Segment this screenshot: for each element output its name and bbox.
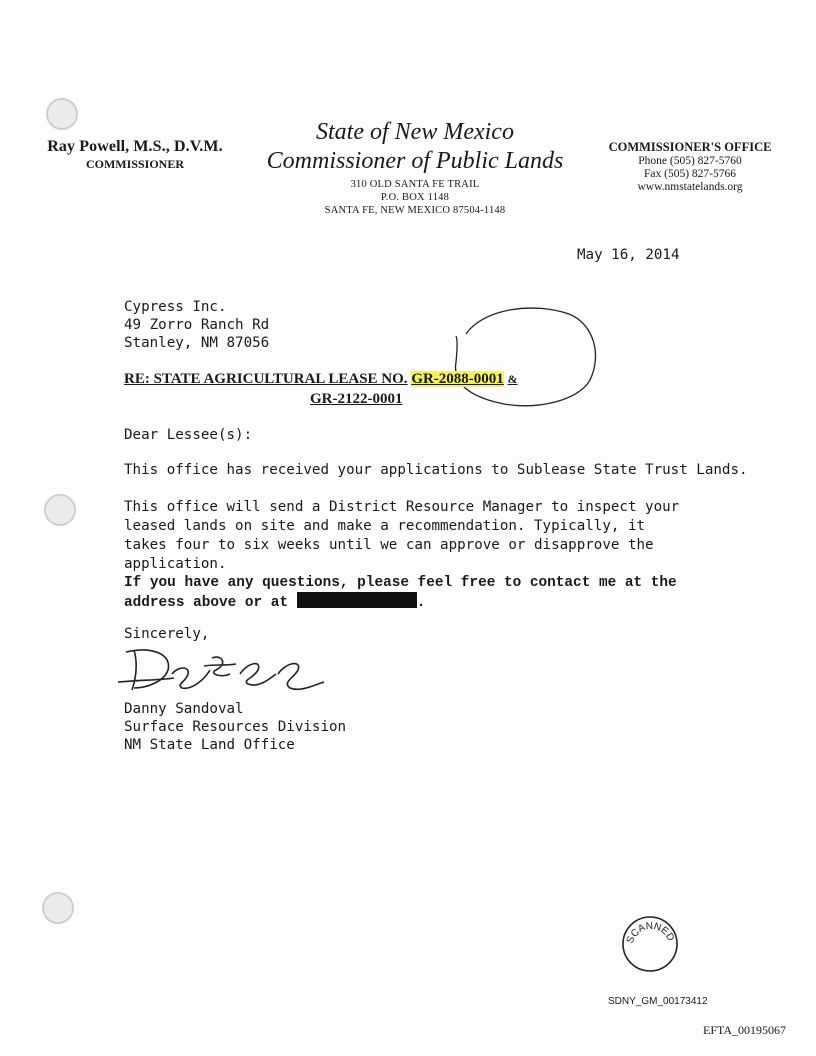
signer-name: Danny Sandoval xyxy=(124,701,244,717)
redaction-box xyxy=(297,592,417,608)
recipient-line-1: Cypress Inc. xyxy=(124,299,227,315)
address-line-3: SANTA FE, NEW MEXICO 87504-1148 xyxy=(324,205,506,216)
re-line xyxy=(124,371,518,388)
recipient-line-2: 49 Zorro Ranch Rd xyxy=(124,317,270,333)
re-prefix: RE: STATE AGRICULTURAL LEASE NO. xyxy=(124,371,408,387)
recipient-address xyxy=(124,298,269,352)
lease-number-1: GR-2088-0001 xyxy=(411,371,504,387)
re-ampersand: & xyxy=(507,372,518,386)
paragraph-1: This office has received your applications to Sublease State Trust Lands. xyxy=(124,462,748,478)
scanned-stamp xyxy=(620,914,680,974)
website: www.nmstatelands.org xyxy=(637,181,743,193)
salutation: Dear Lessee(s): xyxy=(124,427,253,443)
punch-hole-top xyxy=(46,98,78,130)
closing: Sincerely, xyxy=(124,626,210,642)
phone: Phone (505) 827-5760 xyxy=(638,155,742,167)
commissioner-name: Ray Powell, M.S., D.V.M. xyxy=(47,138,223,155)
signer-office: NM State Land Office xyxy=(124,737,295,753)
fax: Fax (505) 827-5766 xyxy=(644,168,736,180)
handdrawn-circle xyxy=(444,300,604,415)
state-line: State of New Mexico xyxy=(316,119,514,145)
commissioner-block xyxy=(30,138,240,172)
letter-date: May 16, 2014 xyxy=(577,247,680,263)
signer-division: Surface Resources Division xyxy=(124,719,347,735)
paragraph-3-text: If you have any questions, please feel free to contact me at the address above or at xyxy=(124,575,677,611)
office-line: Commissioner of Public Lands xyxy=(266,148,564,174)
lease-number-2: GR-2122-0001 xyxy=(310,391,403,407)
recipient-line-3: Stanley, NM 87056 xyxy=(124,335,270,351)
bates-number: SDNY_GM_00173412 xyxy=(608,996,708,1007)
paragraph-3-end: . xyxy=(416,595,426,611)
punch-hole-bottom xyxy=(42,892,74,924)
stamp-text: SCANNED xyxy=(624,920,677,946)
punch-hole-middle xyxy=(44,494,76,526)
office-heading: COMMISSIONER'S OFFICE xyxy=(608,140,772,154)
letterhead-title xyxy=(245,118,585,217)
commissioner-title: COMMISSIONER xyxy=(85,157,184,171)
signer-block xyxy=(124,700,346,754)
address-line-1: 310 OLD SANTA FE TRAIL xyxy=(350,179,480,190)
paragraph-2: This office will send a District Resource Manager to inspect your leased lands on site and make a recommendation. Typically, it takes four to six weeks until we can approve or disapprove the application. xyxy=(124,499,680,572)
office-contact-block xyxy=(600,140,780,194)
paragraph-3 xyxy=(124,574,684,612)
address-line-2: P.O. BOX 1148 xyxy=(380,192,450,203)
efta-number: EFTA_00195067 xyxy=(703,1023,787,1037)
signature xyxy=(112,644,327,696)
